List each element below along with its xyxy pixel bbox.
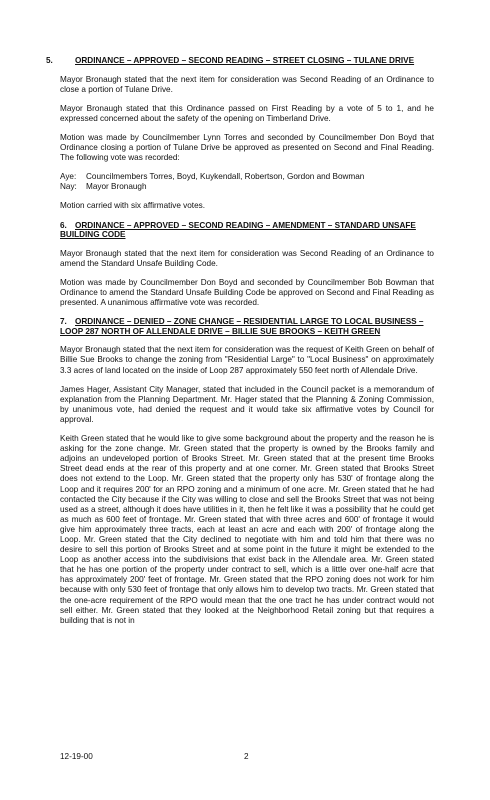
section-heading: [60, 317, 434, 336]
section-5: [46, 56, 434, 212]
section-title: ORDINANCE – DENIED – ZONE CHANGE – RESIDENTIAL LARGE TO LOCAL BUSINESS – LOOP 287 NORTH OF ALLENDALE DRIVE – BILLIE SUE BROOKS – KEITH GREEN: [60, 317, 424, 336]
paragraph: Mayor Bronaugh stated that the next item for consideration was Second Reading of an Ordinance to amend the Standard Unsafe Building Code.: [60, 248, 434, 268]
nay-members: Mayor Bronaugh: [86, 182, 147, 192]
paragraph: Mayor Bronaugh stated that this Ordinance passed on First Reading by a vote of 5 to 1, and he expressed concerned about the safety of the opening on Timberland Drive.: [60, 103, 434, 123]
section-number: 6.: [60, 220, 67, 230]
section-7: [60, 317, 434, 626]
paragraph: Keith Green stated that he would like to give some background about the property and the reason he is asking for the zone change. Mr. Green stated that the property is owned by the Brooks family and adjoins an undeveloped portion of Brooks Street. Mr. Green stated that at the present time Brooks Street dead ends at the rear of this property and at one corner. Mr. Green stated that Brooks Street does not extend to the Loop. Mr. Green stated that the property only has 530' of frontage along the Loop and it requires 200' for an RPO zoning and a minimum of one acre. Mr. Green stated that he had contacted the City because if the City was willing to close and sell the Brooks Street that was not being used as a street, although it does have utilities in it, then he felt like it was a possibility that he could get as much as 600 feet of frontage. Mr. Green stated that with three acres and 600' of frontage it would give him approximately three tracts, each at least an acre and each with 200' of frontage along the Loop. Mr. Green stated that the City declined to negotiate with him and told him that there was no desire to sell this portion of Brooks Street and at some point in the future it might be extended to the Loop as another access into the subdivisions that exist back in the Allendale area. Mr. Green stated that he has one portion of the property under contract to sell, which is a little over one-half acre that has approximately 200' feet of frontage. Mr. Green stated that the RPO zoning does not work for him because with only 530 feet of frontage that only allows him to develop two tracts. Mr. Green stated that the one-acre requirement of the RPO would mean that the one tract he has under contract would not sell either. Mr. Green stated that they looked at the Neighborhood Retail zoning but that requires a building that is not in: [60, 434, 434, 625]
paragraph: Mayor Bronaugh stated that the next item for consideration was Second Reading of an Ordinance to close a portion of Tulane Drive.: [60, 74, 434, 94]
section-title: ORDINANCE – APPROVED – SECOND READING – AMENDMENT – STANDARD UNSAFE BUILDING CODE: [60, 220, 416, 240]
section-6: [60, 221, 434, 309]
motion-result: Motion carried with six affirmative votes.: [60, 201, 206, 211]
section-heading: [60, 221, 434, 240]
aye-members: Councilmembers Torres, Boyd, Kuykendall, Robertson, Gordon and Bowman: [86, 172, 365, 182]
section-heading: [46, 56, 434, 66]
nay-label: Nay:: [60, 182, 77, 192]
minutes-page: [46, 56, 434, 635]
footer-date: 12-19-00: [60, 752, 93, 761]
aye-line: [60, 172, 434, 182]
section-number: 5.: [46, 56, 53, 65]
paragraph: Motion was made by Councilmember Don Boyd and seconded by Councilmember Bob Bowman that Ordinance to amend the Standard Unsafe Building Code be approved on Second and Final Reading as presented. A unanimous affirmative vote was recorded.: [60, 277, 434, 308]
nay-line: [60, 182, 434, 192]
aye-label: Aye:: [60, 172, 77, 182]
paragraph: Mayor Bronaugh stated that the next item for consideration was the request of Keith Green on behalf of Billie Sue Brooks to change the zoning from "Residential Large" to "Local Business" on approximately 3.3 acres of land located on the inside of Loop 287 approximately 550 feet north of Allendale Drive.: [60, 345, 434, 375]
paragraph: Motion was made by Councilmember Lynn Torres and seconded by Councilmember Don Boyd that Ordinance closing a portion of Tulane Drive be approved as presented on Second and Final Reading. The following vote was recorded:: [60, 132, 434, 163]
page-number: 2: [244, 752, 249, 761]
paragraph: James Hager, Assistant City Manager, stated that included in the Council packet is a memorandum of explanation from the Planning Department. Mr. Hager stated that the Planning & Zoning Commission, by unanimous vote, had denied the request and it would take six affirmative votes by Council for approval.: [60, 384, 434, 424]
section-number: 7.: [60, 317, 67, 327]
vote-record: [60, 172, 434, 192]
section-title: ORDINANCE – APPROVED – SECOND READING – STREET CLOSING – TULANE DRIVE: [75, 56, 415, 65]
